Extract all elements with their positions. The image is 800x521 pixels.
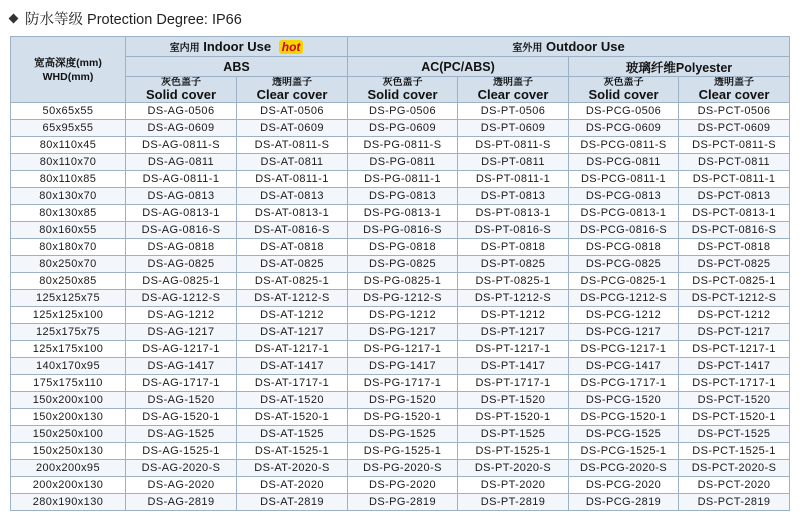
abs-solid-cell: DS-AG-0813 — [126, 188, 237, 205]
dimension-cell: 125x175x75 — [11, 324, 126, 341]
polyester-solid-cell: DS-PCG-1417 — [569, 358, 679, 375]
abs-solid-cell: DS-AG-1717-1 — [126, 375, 237, 392]
polyester-solid-cell: DS-PCG-1525 — [569, 426, 679, 443]
ac-clear-cell: DS-PT-1417 — [458, 358, 569, 375]
polyester-clear-cell: DS-PCT-1217 — [679, 324, 790, 341]
outdoor-use-header — [348, 37, 790, 57]
abs-solid-cell: DS-AG-1212-S — [126, 290, 237, 307]
abs-solid-cell: DS-AG-1417 — [126, 358, 237, 375]
table-row — [11, 324, 790, 341]
polyester-clear-cell: DS-PCT-0609 — [679, 120, 790, 137]
indoor-header-cn: 室内用 — [169, 43, 200, 54]
cover-header-cn: 灰色盖子 — [603, 76, 644, 88]
ac-solid-cell: DS-PG-0811-S — [348, 137, 458, 154]
spec-table-body — [11, 103, 790, 511]
cover-header-cn: 灰色盖子 — [382, 76, 423, 88]
ac-solid-cell: DS-PG-2020 — [348, 477, 458, 494]
polyester-clear-cell: DS-PCT-0811-1 — [679, 171, 790, 188]
abs-solid-cell: DS-AG-1520-1 — [126, 409, 237, 426]
ac-clear-cell: DS-PT-2020 — [458, 477, 569, 494]
polyester-solid-cell: DS-PCG-1212 — [569, 307, 679, 324]
polyester-solid-cell: DS-PCG-0825-1 — [569, 273, 679, 290]
polyester-solid-cell: DS-PCG-2819 — [569, 494, 679, 511]
ac-solid-cell: DS-PG-0811-1 — [348, 171, 458, 188]
dimension-header-cn: 宽高深度(mm) — [34, 56, 102, 69]
table-row — [11, 477, 790, 494]
polyester-solid-cell: DS-PCG-0813 — [569, 188, 679, 205]
ac-solid-cell: DS-PG-0813 — [348, 188, 458, 205]
dimension-cell: 125x125x100 — [11, 307, 126, 324]
polyester-clear-cell: DS-PCT-1525 — [679, 426, 790, 443]
table-row — [11, 273, 790, 290]
indoor-use-header — [126, 37, 348, 57]
polyester-solid-cell: DS-PCG-1217-1 — [569, 341, 679, 358]
dimension-cell: 80x130x70 — [11, 188, 126, 205]
abs-clear-cell: DS-AT-1212 — [237, 307, 348, 324]
table-row — [11, 494, 790, 511]
table-row — [11, 443, 790, 460]
abs-clear-cell: DS-AT-1525-1 — [237, 443, 348, 460]
polyester-clear-cell: DS-PCT-0825 — [679, 256, 790, 273]
abs-clear-cell: DS-AT-2020 — [237, 477, 348, 494]
table-row — [11, 188, 790, 205]
dimension-cell: 80x110x45 — [11, 137, 126, 154]
polyester-clear-cell: DS-PCT-1520-1 — [679, 409, 790, 426]
polyester-clear-cell: DS-PCT-0813 — [679, 188, 790, 205]
ac-clear-cell: DS-PT-0506 — [458, 103, 569, 120]
ac-solid-cell: DS-PG-0825-1 — [348, 273, 458, 290]
abs-clear-cell: DS-AT-0825-1 — [237, 273, 348, 290]
table-row — [11, 171, 790, 188]
ac-clear-cell: DS-PT-1520 — [458, 392, 569, 409]
polyester-clear-cell: DS-PCT-0816-S — [679, 222, 790, 239]
abs-solid-cell: DS-AG-2020-S — [126, 460, 237, 477]
ac-solid-cell: DS-PG-2819 — [348, 494, 458, 511]
abs-clear-cell: DS-AT-1417 — [237, 358, 348, 375]
ac-solid-cell: DS-PG-1417 — [348, 358, 458, 375]
abs-solid-cell: DS-AG-1217-1 — [126, 341, 237, 358]
polyester-clear-cell: DS-PCT-0506 — [679, 103, 790, 120]
abs-clear-cell: DS-AT-2819 — [237, 494, 348, 511]
polyester-clear-cell: DS-PCT-2819 — [679, 494, 790, 511]
polyester-clear-cell: DS-PCT-1525-1 — [679, 443, 790, 460]
dimension-cell: 80x160x55 — [11, 222, 126, 239]
dimension-cell: 80x130x85 — [11, 205, 126, 222]
table-row — [11, 120, 790, 137]
ac-solid-cell: DS-PG-1525 — [348, 426, 458, 443]
table-row — [11, 137, 790, 154]
ac-solid-cell: DS-PG-0813-1 — [348, 205, 458, 222]
abs-clear-cell: DS-AT-0609 — [237, 120, 348, 137]
table-row — [11, 222, 790, 239]
ac-clear-cell: DS-PT-0813-1 — [458, 205, 569, 222]
indoor-header-en: Indoor Use — [203, 39, 272, 54]
polyester-clear-cell: DS-PCT-0811-S — [679, 137, 790, 154]
ac-solid-cell: DS-PG-0506 — [348, 103, 458, 120]
dimension-cell: 80x110x70 — [11, 154, 126, 171]
ac-clear-cell: DS-PT-0609 — [458, 120, 569, 137]
dimension-cell: 150x200x100 — [11, 392, 126, 409]
polyester-solid-cell: DS-PCG-2020-S — [569, 460, 679, 477]
abs-solid-cell: DS-AG-1525 — [126, 426, 237, 443]
dimension-cell: 125x175x100 — [11, 341, 126, 358]
polyester-clear-cell: DS-PCT-0825-1 — [679, 273, 790, 290]
polyester-solid-cell: DS-PCG-1520-1 — [569, 409, 679, 426]
ac-clear-cell: DS-PT-0813 — [458, 188, 569, 205]
ac-clear-cell: DS-PT-1525-1 — [458, 443, 569, 460]
ac-clear-cell: DS-PT-1212 — [458, 307, 569, 324]
abs-clear-cell: DS-AT-1212-S — [237, 290, 348, 307]
ac-clear-cell: DS-PT-0825 — [458, 256, 569, 273]
ac-solid-cell: DS-PG-0609 — [348, 120, 458, 137]
dimension-cell: 80x250x70 — [11, 256, 126, 273]
abs-solid-cell: DS-AG-2819 — [126, 494, 237, 511]
ac-clear-cell: DS-PT-2819 — [458, 494, 569, 511]
abs-solid-cell: DS-AG-0506 — [126, 103, 237, 120]
polyester-solid-cell: DS-PCG-0811 — [569, 154, 679, 171]
polyester-clear-cell: DS-PCT-1212-S — [679, 290, 790, 307]
polyester-solid-cell: DS-PCG-1217 — [569, 324, 679, 341]
polyester-solid-cell: DS-PCG-0609 — [569, 120, 679, 137]
product-spec-table — [10, 36, 790, 511]
diamond-bullet-icon — [9, 13, 19, 23]
cover-header-en: Solid cover — [588, 86, 659, 102]
polyester-solid-cell: DS-PCG-0825 — [569, 256, 679, 273]
cover-header-abs-solid — [126, 77, 237, 103]
cover-header-ac-clear — [458, 77, 569, 103]
ac-clear-cell: DS-PT-1525 — [458, 426, 569, 443]
dimension-cell: 50x65x55 — [11, 103, 126, 120]
abs-clear-cell: DS-AT-1525 — [237, 426, 348, 443]
ac-solid-cell: DS-PG-0818 — [348, 239, 458, 256]
table-row — [11, 239, 790, 256]
cover-header-en: Solid cover — [145, 86, 217, 102]
abs-solid-cell: DS-AG-0811-S — [126, 137, 237, 154]
dimension-cell: 200x200x130 — [11, 477, 126, 494]
table-row — [11, 256, 790, 273]
polyester-clear-cell: DS-PCT-1717-1 — [679, 375, 790, 392]
cover-header-ac-solid — [348, 77, 458, 103]
ac-clear-cell: DS-PT-1212-S — [458, 290, 569, 307]
dimension-column-header — [11, 37, 126, 103]
abs-solid-cell: DS-AG-0816-S — [126, 222, 237, 239]
ac-clear-cell: DS-PT-1520-1 — [458, 409, 569, 426]
table-row — [11, 426, 790, 443]
material-ac-header: AC(PC/ABS) — [348, 57, 569, 77]
cover-header-en: Clear cover — [698, 86, 770, 102]
abs-clear-cell: DS-AT-1717-1 — [237, 375, 348, 392]
polyester-solid-cell: DS-PCG-2020 — [569, 477, 679, 494]
ac-solid-cell: DS-PG-1520 — [348, 392, 458, 409]
polyester-clear-cell: DS-PCT-0813-1 — [679, 205, 790, 222]
section-title — [10, 8, 242, 28]
ac-clear-cell: DS-PT-1217-1 — [458, 341, 569, 358]
polyester-clear-cell: DS-PCT-2020 — [679, 477, 790, 494]
abs-clear-cell: DS-AT-0813 — [237, 188, 348, 205]
ac-clear-cell: DS-PT-0811 — [458, 154, 569, 171]
polyester-clear-cell: DS-PCT-2020-S — [679, 460, 790, 477]
cover-header-cn: 灰色盖子 — [161, 76, 201, 88]
abs-solid-cell: DS-AG-0825-1 — [126, 273, 237, 290]
dimension-cell: 175x175x110 — [11, 375, 126, 392]
dimension-cell: 80x180x70 — [11, 239, 126, 256]
cover-header-en: Clear cover — [256, 86, 328, 102]
ac-clear-cell: DS-PT-1717-1 — [458, 375, 569, 392]
abs-clear-cell: DS-AT-0811-S — [237, 137, 348, 154]
abs-clear-cell: DS-AT-1217 — [237, 324, 348, 341]
abs-solid-cell: DS-AG-0811-1 — [126, 171, 237, 188]
hot-badge: hot — [279, 40, 304, 54]
dimension-cell: 280x190x130 — [11, 494, 126, 511]
abs-clear-cell: DS-AT-0811-1 — [237, 171, 348, 188]
dimension-cell: 65x95x55 — [11, 120, 126, 137]
ac-clear-cell: DS-PT-1217 — [458, 324, 569, 341]
dimension-cell: 150x200x130 — [11, 409, 126, 426]
polyester-clear-cell: DS-PCT-1212 — [679, 307, 790, 324]
dimension-cell: 80x250x85 — [11, 273, 126, 290]
table-row — [11, 409, 790, 426]
ac-clear-cell: DS-PT-0811-S — [458, 137, 569, 154]
table-row — [11, 375, 790, 392]
dimension-cell: 125x125x75 — [11, 290, 126, 307]
polyester-clear-cell: DS-PCT-1417 — [679, 358, 790, 375]
table-row — [11, 460, 790, 477]
ac-solid-cell: DS-PG-1212-S — [348, 290, 458, 307]
abs-clear-cell: DS-AT-0816-S — [237, 222, 348, 239]
polyester-solid-cell: DS-PCG-0811-S — [569, 137, 679, 154]
dimension-header-en: WHD(mm) — [42, 70, 94, 83]
table-row — [11, 358, 790, 375]
material-polyester-header: 玻璃纤维Polyester — [569, 57, 790, 77]
abs-solid-cell: DS-AG-0813-1 — [126, 205, 237, 222]
table-row — [11, 205, 790, 222]
dimension-cell: 150x250x100 — [11, 426, 126, 443]
dimension-cell: 80x110x85 — [11, 171, 126, 188]
table-row — [11, 103, 790, 120]
ac-clear-cell: DS-PT-2020-S — [458, 460, 569, 477]
polyester-solid-cell: DS-PCG-1717-1 — [569, 375, 679, 392]
cover-header-en: Clear cover — [477, 86, 549, 102]
abs-solid-cell: DS-AG-1217 — [126, 324, 237, 341]
abs-solid-cell: DS-AG-0609 — [126, 120, 237, 137]
ac-solid-cell: DS-PG-1717-1 — [348, 375, 458, 392]
abs-clear-cell: DS-AT-1520 — [237, 392, 348, 409]
polyester-solid-cell: DS-PCG-0506 — [569, 103, 679, 120]
abs-solid-cell: DS-AG-0811 — [126, 154, 237, 171]
polyester-solid-cell: DS-PCG-1212-S — [569, 290, 679, 307]
polyester-solid-cell: DS-PCG-0811-1 — [569, 171, 679, 188]
cover-header-cn: 透明盖子 — [714, 76, 755, 88]
cover-header-abs-clear — [237, 77, 348, 103]
ac-solid-cell: DS-PG-2020-S — [348, 460, 458, 477]
polyester-clear-cell: DS-PCT-0811 — [679, 154, 790, 171]
outdoor-header-cn: 室外用 — [512, 43, 543, 54]
polyester-clear-cell: DS-PCT-1217-1 — [679, 341, 790, 358]
abs-solid-cell: DS-AG-2020 — [126, 477, 237, 494]
ac-solid-cell: DS-PG-1217 — [348, 324, 458, 341]
ac-solid-cell: DS-PG-1520-1 — [348, 409, 458, 426]
ac-solid-cell: DS-PG-0811 — [348, 154, 458, 171]
abs-clear-cell: DS-AT-2020-S — [237, 460, 348, 477]
ac-clear-cell: DS-PT-0825-1 — [458, 273, 569, 290]
abs-clear-cell: DS-AT-0818 — [237, 239, 348, 256]
abs-clear-cell: DS-AT-1520-1 — [237, 409, 348, 426]
ac-clear-cell: DS-PT-0816-S — [458, 222, 569, 239]
table-row — [11, 392, 790, 409]
abs-solid-cell: DS-AG-0825 — [126, 256, 237, 273]
ac-solid-cell: DS-PG-0816-S — [348, 222, 458, 239]
dimension-cell: 140x170x95 — [11, 358, 126, 375]
dimension-cell: 150x250x130 — [11, 443, 126, 460]
cover-header-polyester-clear — [679, 77, 790, 103]
ac-solid-cell: DS-PG-1525-1 — [348, 443, 458, 460]
dimension-cell: 200x200x95 — [11, 460, 126, 477]
polyester-solid-cell: DS-PCG-0818 — [569, 239, 679, 256]
abs-clear-cell: DS-AT-1217-1 — [237, 341, 348, 358]
ac-clear-cell: DS-PT-0818 — [458, 239, 569, 256]
abs-clear-cell: DS-AT-0506 — [237, 103, 348, 120]
abs-solid-cell: DS-AG-1520 — [126, 392, 237, 409]
table-row — [11, 290, 790, 307]
ac-solid-cell: DS-PG-1217-1 — [348, 341, 458, 358]
polyester-solid-cell: DS-PCG-1525-1 — [569, 443, 679, 460]
cover-header-en: Solid cover — [367, 86, 438, 102]
polyester-clear-cell: DS-PCT-0818 — [679, 239, 790, 256]
abs-clear-cell: DS-AT-0825 — [237, 256, 348, 273]
polyester-solid-cell: DS-PCG-0813-1 — [569, 205, 679, 222]
cover-header-cn: 透明盖子 — [493, 76, 533, 88]
abs-solid-cell: DS-AG-1212 — [126, 307, 237, 324]
ac-clear-cell: DS-PT-0811-1 — [458, 171, 569, 188]
cover-header-cn: 透明盖子 — [272, 76, 312, 88]
section-title-text: 防水等级 Protection Degree: IP66 — [25, 11, 242, 28]
ac-solid-cell: DS-PG-1212 — [348, 307, 458, 324]
table-row — [11, 154, 790, 171]
abs-solid-cell: DS-AG-1525-1 — [126, 443, 237, 460]
table-row — [11, 307, 790, 324]
table-row — [11, 341, 790, 358]
material-abs-header: ABS — [126, 57, 348, 77]
polyester-solid-cell: DS-PCG-1520 — [569, 392, 679, 409]
ac-solid-cell: DS-PG-0825 — [348, 256, 458, 273]
outdoor-header-en: Outdoor Use — [545, 39, 625, 54]
polyester-solid-cell: DS-PCG-0816-S — [569, 222, 679, 239]
abs-solid-cell: DS-AG-0818 — [126, 239, 237, 256]
abs-clear-cell: DS-AT-0813-1 — [237, 205, 348, 222]
cover-header-polyester-solid — [569, 77, 679, 103]
polyester-clear-cell: DS-PCT-1520 — [679, 392, 790, 409]
abs-clear-cell: DS-AT-0811 — [237, 154, 348, 171]
